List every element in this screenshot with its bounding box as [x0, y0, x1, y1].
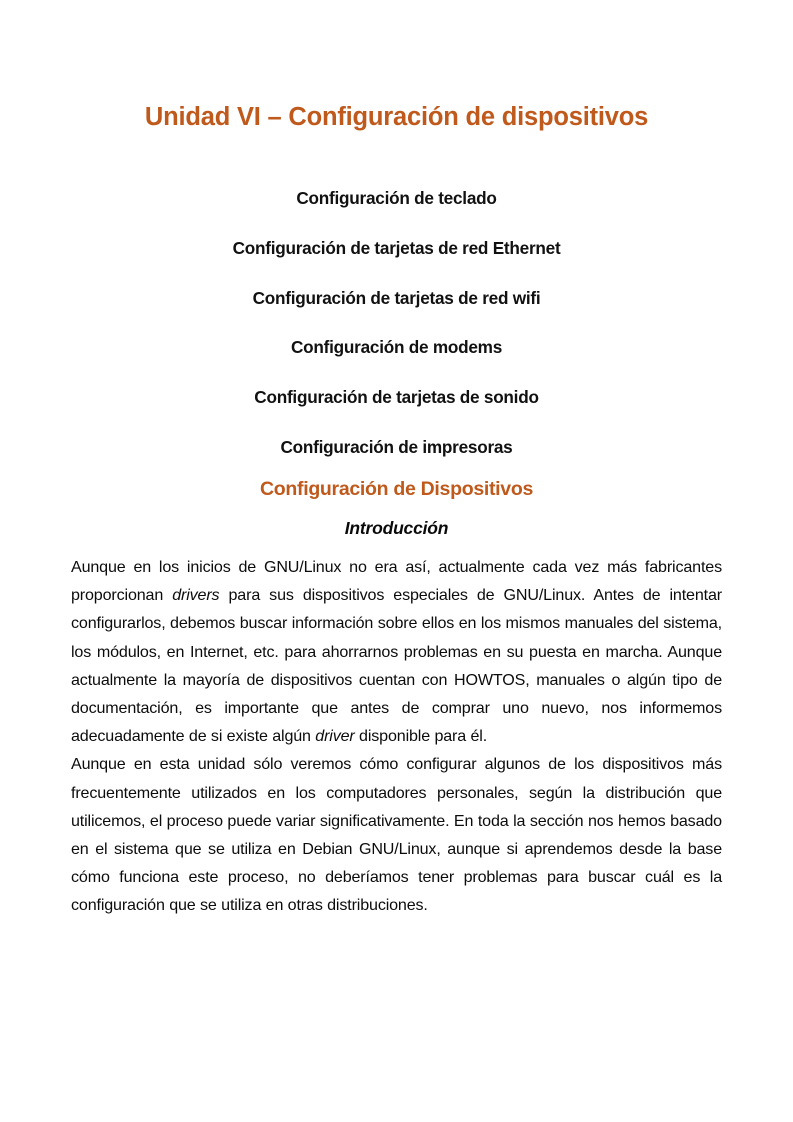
topic-item-ethernet: Configuración de tarjetas de red Ethernet	[232, 238, 561, 259]
topic-item-sonido: Configuración de tarjetas de sonido	[254, 387, 539, 408]
paragraph-text-segment: disponible para él.	[354, 727, 488, 746]
topic-item-wifi: Configuración de tarjetas de red wifi	[252, 287, 541, 308]
section-heading: Configuración de Dispositivos	[260, 478, 533, 501]
section-subheading: Introducción	[344, 517, 449, 538]
emphasis-drivers: drivers	[172, 586, 220, 605]
intro-paragraph-1	[71, 537, 722, 750]
page-title: Unidad VI – Configuración de dispositivos	[144, 103, 649, 131]
topic-item-impresoras: Configuración de impresoras	[280, 436, 513, 457]
emphasis-driver: driver	[315, 727, 355, 746]
paragraph-text-segment: para sus dispositivos especiales de GNU/Linux. Antes de intentar configurarlos, debemos buscar información sobre ellos en los mismos manuales del sistema, los módulos, en Internet, etc. para ahorrarnos problemas en su puesta en marcha. Aunque actualmente la mayoría de dispositivos cuentan con HOWTOS, manuales o algún tipo de documentación, es importante que antes de comprar uno nuevo, nos informemos adecuadamente de si existe algún	[71, 586, 722, 746]
topic-item-modems: Configuración de modems	[290, 337, 503, 358]
paragraph-text-segment: Aunque en los inicios de GNU/Linux no era así, actualmente cada vez más fabricantes proporcionan	[71, 558, 722, 605]
intro-paragraph-2: Aunque en esta unidad sólo veremos cómo configurar algunos de los dispositivos más frecuentemente utilizados en los computadores personales, según la distribución que utilicemos, el proceso puede variar significativamente. En toda la sección nos hemos basado en el sistema que se utiliza en Debian GNU/Linux, aunque si aprendemos desde la base cómo funciona este proceso, no deberíamos tener problemas para buscar cuál es la configuración que se utiliza en otras distribuciones.	[71, 755, 722, 915]
topic-list	[71, 132, 722, 456]
topic-item-teclado: Configuración de teclado	[296, 188, 497, 209]
page-content	[71, 0, 722, 920]
